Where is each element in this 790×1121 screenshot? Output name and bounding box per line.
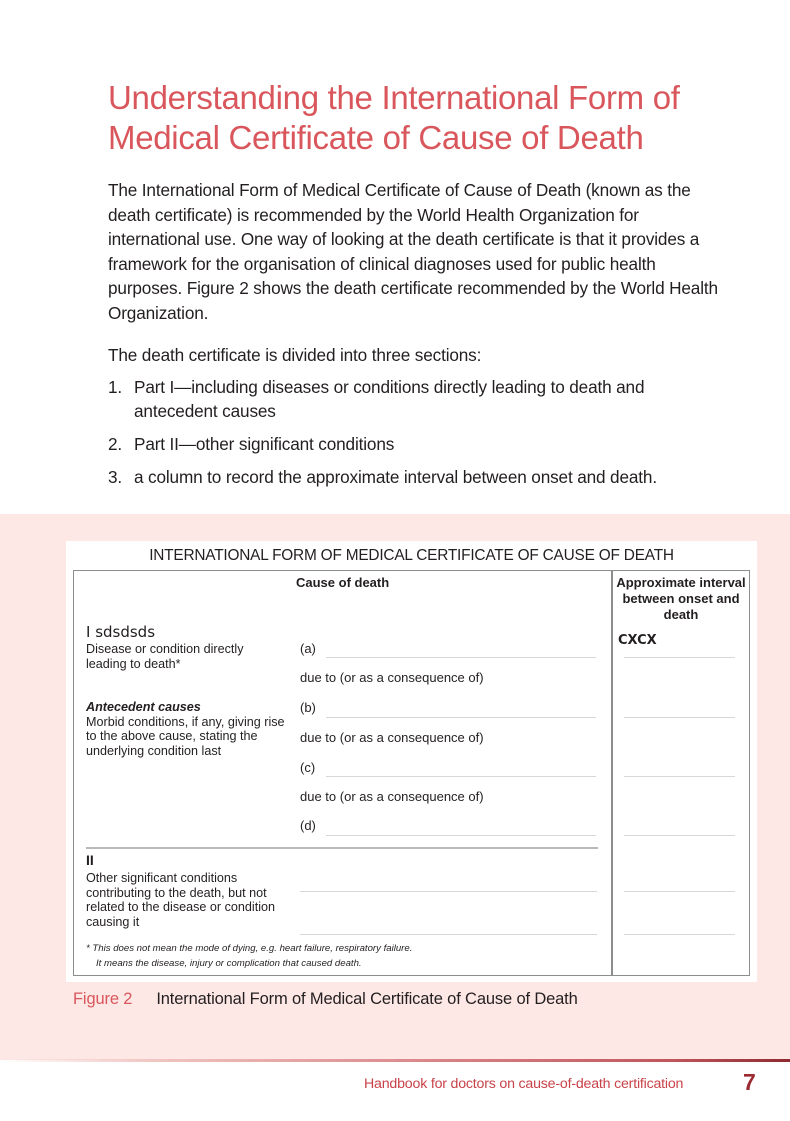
interval-header: Approximate interval between onset and death [616,575,746,622]
line-b-label: (b) [300,700,316,715]
form-title: INTERNATIONAL FORM OF MEDICAL CERTIFICATE OF CAUSE OF DEATH [149,547,674,564]
part1-description: Disease or condition directly leading to death* [86,642,244,671]
interval-c-input[interactable] [624,776,735,777]
list-item [108,432,728,456]
figure-caption [73,990,578,1009]
list-number: 3. [108,467,123,487]
part2-line-1-input[interactable] [300,891,597,892]
interval-b-input[interactable] [624,717,735,718]
due-to-label-2: due to (or as a consequence of) [300,730,484,745]
line-c-input[interactable] [326,776,596,777]
list-text: a column to record the approximate interval between onset and death. [134,467,657,487]
part2-line-2-input[interactable] [300,934,597,935]
part2-heading: II [86,852,94,868]
footer-gradient-rule [0,1059,790,1062]
list-number: 1. [108,377,123,397]
page-title: Understanding the International Form of Medical Certificate of Cause of Death [108,79,680,156]
cause-of-death-header: Cause of death [296,575,390,590]
list-item [108,465,728,489]
line-b-input[interactable] [326,717,596,718]
intro-paragraph: The International Form of Medical Certificate of Cause of Death (known as the death certificate) is recommended by the World Health Organization for international use. One way of looking at the death certificate is that it provides a framework for the organisation of clinical diagnoses used for public health purposes. Figure 2 shows the death certificate recommended by the World Health Organization. [108,180,718,323]
part-separator [86,847,598,849]
column-divider [611,570,613,976]
antecedent-block [86,700,291,758]
sections-lead: The death certificate is divided into three sections: [108,345,482,365]
part2-description: Other significant conditions contributing to the death, but not related to the disease or condition causing it [86,871,276,929]
page-number: 7 [743,1069,756,1095]
interval-a-value[interactable]: CXCX [618,633,657,648]
line-d-label: (d) [300,818,316,833]
part2-interval-2-input[interactable] [624,934,735,935]
footer-book-title: Handbook for doctors on cause-of-death certification [364,1076,684,1092]
footnote-line-2: It means the disease, injury or complication that caused death. [96,957,362,969]
interval-a-input[interactable] [624,657,735,658]
list-number: 2. [108,434,123,454]
line-c-label: (c) [300,760,316,775]
line-a-input[interactable] [326,657,596,658]
footnote-line-1: * This does not mean the mode of dying, e.g. heart failure, respiratory failure. [86,943,413,954]
list-item [108,375,728,423]
due-to-label-1: due to (or as a consequence of) [300,670,484,685]
figure-number: Figure 2 [73,990,133,1008]
line-a-label: (a) [300,641,316,656]
interval-d-input[interactable] [624,835,735,836]
part2-interval-1-input[interactable] [624,891,735,892]
list-text: Part I—including diseases or conditions directly leading to death and antecedent causes [134,377,645,421]
antecedent-description: Morbid conditions, if any, giving rise to the above cause, stating the underlying condition last [86,714,285,758]
antecedent-title: Antecedent causes [86,700,201,714]
line-d-input[interactable] [326,835,596,836]
part1-heading: I sdsdsds [86,623,156,641]
figure-caption-text: International Form of Medical Certificate of Cause of Death [156,990,578,1008]
footnote [86,942,412,971]
sections-list [108,375,728,498]
due-to-label-3: due to (or as a consequence of) [300,789,484,804]
list-text: Part II—other significant conditions [134,434,395,454]
